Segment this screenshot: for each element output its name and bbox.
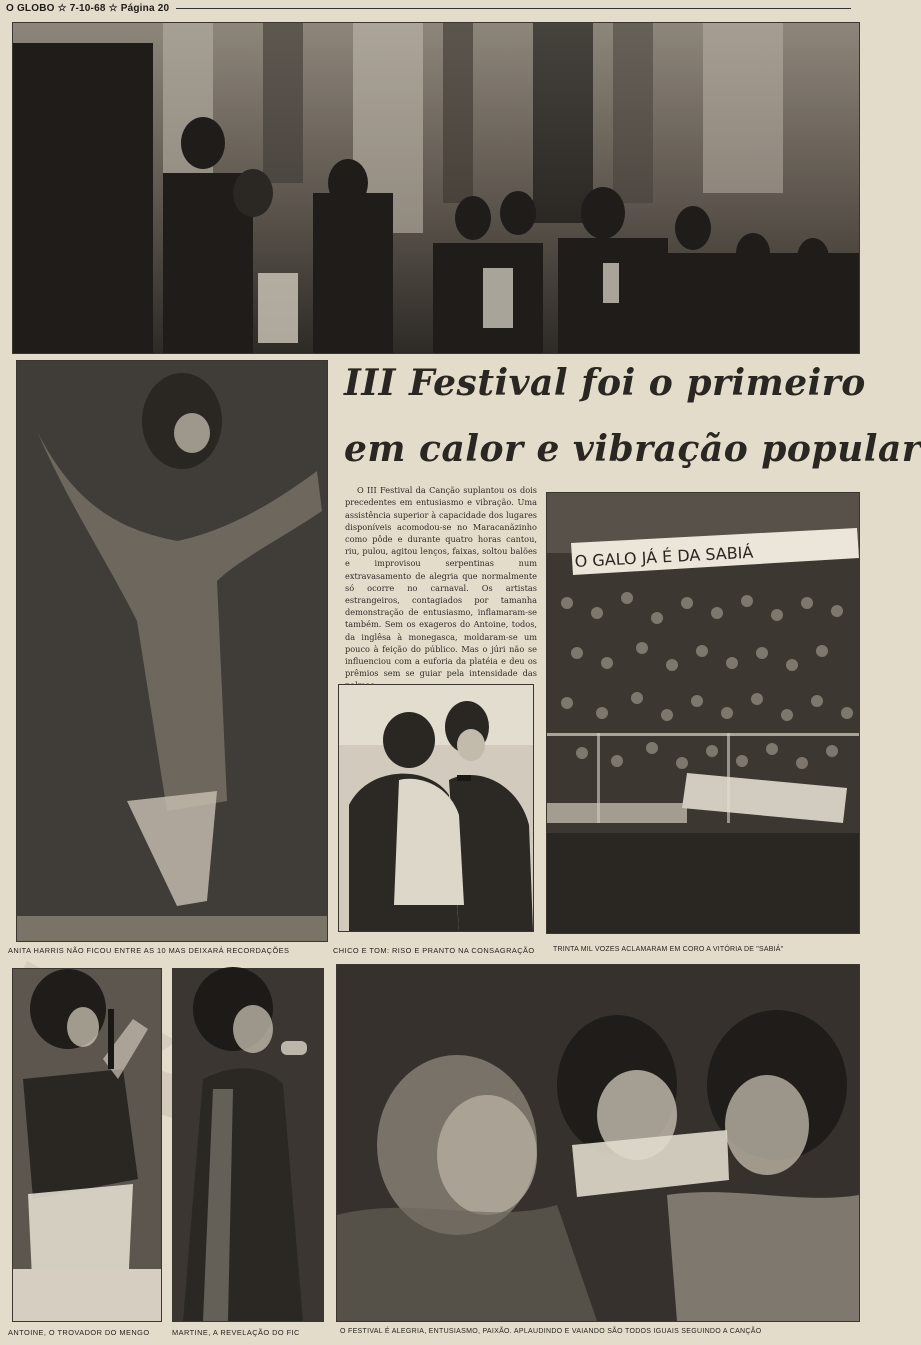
masthead-rule bbox=[176, 8, 851, 9]
crowd-banner-text: O GALO JÁ É DA SABIÁ bbox=[574, 542, 754, 571]
photo-festival-fans bbox=[336, 964, 860, 1322]
caption-crowd: TRINTA MIL VOZES ACLAMARAM EM CORO A VITÓRIA DE "SABIÁ" bbox=[553, 946, 784, 953]
photo-audience-applauding bbox=[12, 22, 860, 354]
headline-line-1: III Festival foi o primeiro bbox=[344, 362, 866, 404]
caption-antoine: ANTOINE, O TROVADOR DO MENGO bbox=[8, 1328, 150, 1337]
masthead bbox=[0, 0, 861, 18]
photo-anita-harris bbox=[16, 360, 328, 942]
caption-chico-e-tom: CHICO E TOM: RISO E PRANTO NA CONSAGRAÇÃO bbox=[333, 946, 535, 955]
masthead-dateline: O GLOBO ☆ 7-10-68 ☆ Página 20 bbox=[6, 3, 170, 14]
photo-antoine bbox=[12, 968, 162, 1322]
article-body: O III Festival da Canção suplantou os dois precedentes em entusiasmo e vibração. Uma assistência superior à capacidade dos lugares disponíveis acomodou-se no Maracanãzinho como pôde e durante quatro horas cantou, riu, pulou, agitou lenços, faixas, soltou balões e improvisou serpentinas num extravasamento de alegria que normalmente só ocorre no carnaval. Os artistas estrangeiros, contagiados por tamanha demonstração de entusiasmo, inflamaram-se também. Sem os exageros do Antoine, todos, da inglêsa à monegasca, moldaram-se um pouco à feição do público. Mas o júri não se influenciou com a euforia da platéia e deu os prêmios sem se guiar pela intensidade das bbox=[345, 485, 537, 679]
photo-martine bbox=[172, 968, 324, 1322]
photo-crowd-banner bbox=[546, 492, 860, 934]
headline-line-2: em calor e vibração popular bbox=[344, 428, 921, 470]
caption-anita-harris: ANITA HARRIS NÃO FICOU ENTRE AS 10 MAS DEIXARÁ RECORDAÇÕES bbox=[8, 946, 290, 955]
caption-festival: O FESTIVAL É ALEGRIA, ENTUSIASMO, PAIXÃO. APLAUDINDO E VAIANDO SÃO TODOS IGUAIS SEGUINDO A CANÇÃO bbox=[340, 1328, 762, 1335]
caption-martine: MARTINE, A REVELAÇÃO DO FIC bbox=[172, 1328, 300, 1337]
photo-chico-e-tom bbox=[338, 684, 534, 932]
